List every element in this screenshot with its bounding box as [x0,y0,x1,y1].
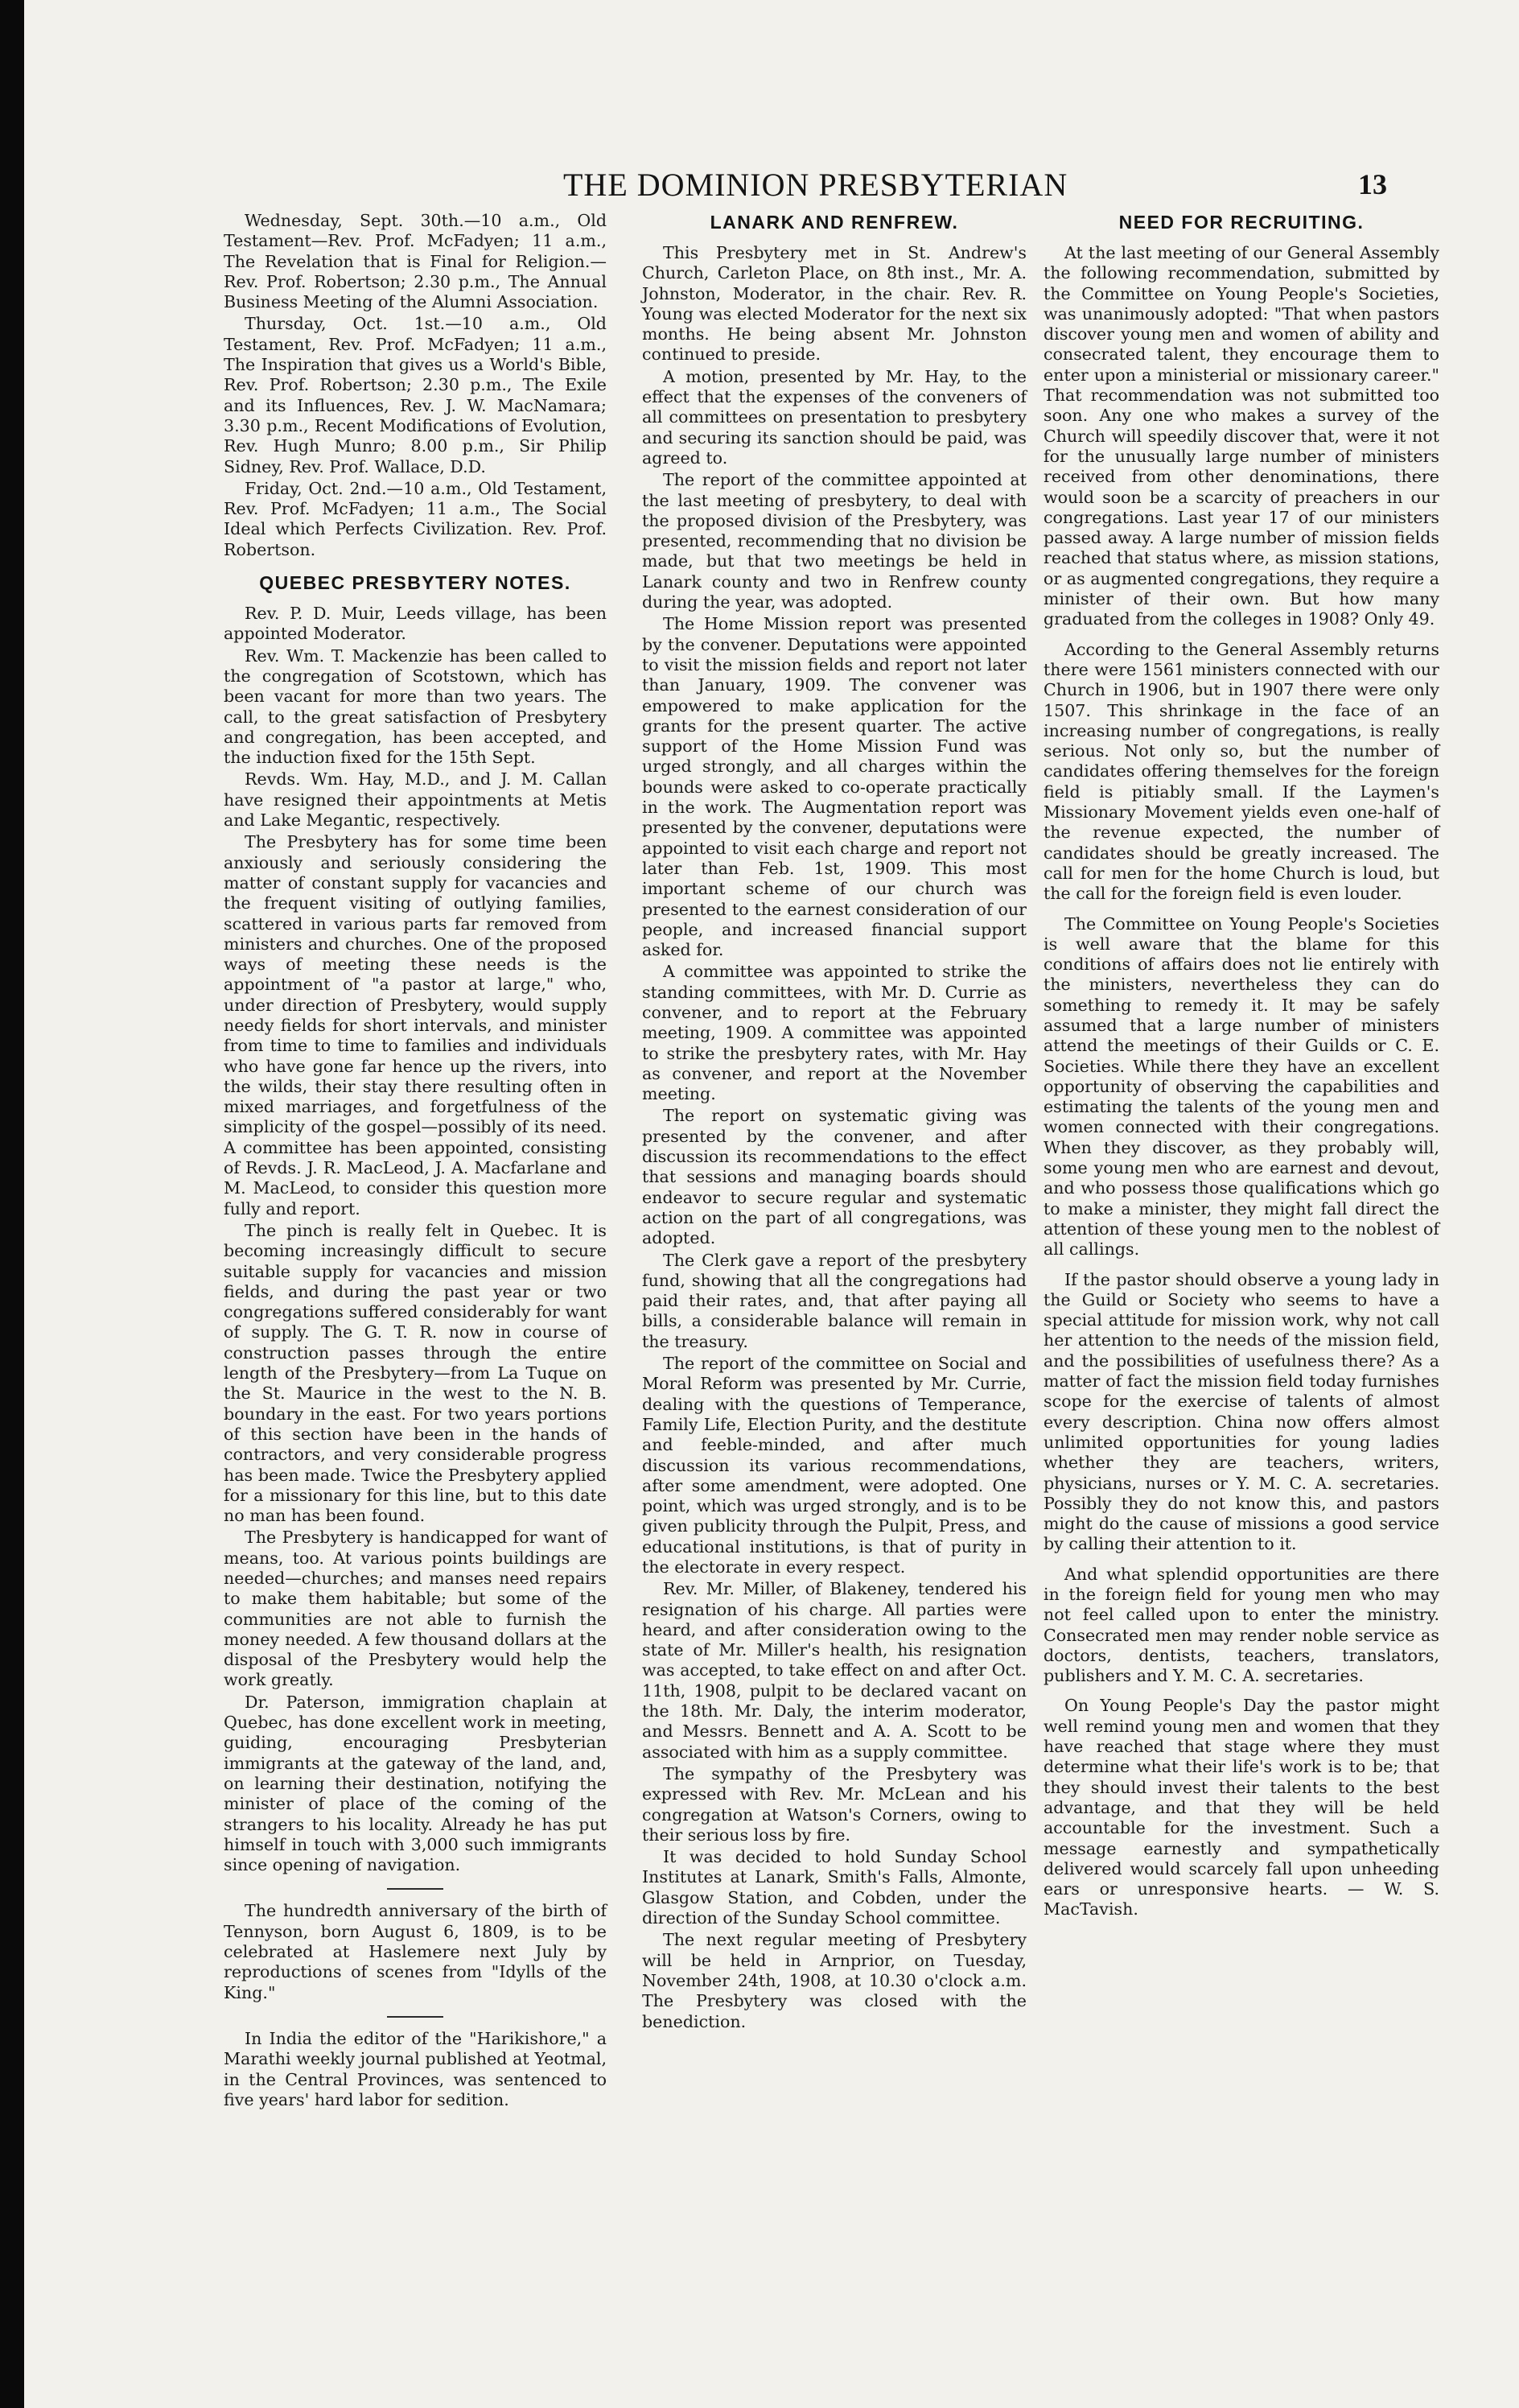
scan-border [0,0,24,2408]
quebec-paragraph: Dr. Paterson, immigration chaplain at Quebec, has done excellent work in meeting, guiding, encouraging Presbyterian immigrants at the gateway of the land, and, on learning their destination, notifying the minister of place of the coming of the strangers to his locality. Already he has put himself in touch with 3,000 such immigrants since opening of navigation. [224,1692,607,1875]
lanark-paragraph: The sympathy of the Presbytery was expressed with Rev. Mr. McLean and his congregation at Watson's Corners, owing to their serious loss by fire. [642,1763,1027,1845]
publication-title: THE DOMINION PRESBYTERIAN [563,167,1068,203]
column-1 [224,211,607,2110]
tennyson-note: The hundredth anniversary of the birth of Tennyson, born August 6, 1809, is to be celebrated at Haslemere next July by reproductions of scenes from "Idylls of the King." [224,1901,607,2002]
lanark-paragraph: A committee was appointed to strike the standing committees, with Mr. D. Currie as convener, and to report at the February meeting, 1909. A committee was appointed to strike the presbytery rates, with Mr. Hay as convener, and report at the November meeting. [642,962,1027,1104]
lanark-paragraph: A motion, presented by Mr. Hay, to the effect that the expenses of the conveners of all committees on presentation to presbytery and securing its sanction should be paid, was agreed to. [642,366,1027,468]
quebec-presbytery-heading: QUEBEC PRESBYTERY NOTES. [259,572,571,594]
lanark-paragraph: The Home Mission report was presented by the convener. Deputations were appointed to visit the mission fields and report not later than January, 1909. The convener was empowered to make application for the grants for the present quarter. The active support of the Home Mission Fund was urged strongly, and all charges within the bounds were asked to co-operate practically in the work. The Augmentation report was presented by the convener, deputations were appointed to visit each charge and report not later than Feb. 1st, 1909. This most important scheme of our church was presented to the earnest consideration of our people, and increased financial support asked for. [642,614,1027,960]
quebec-paragraph: The Presbytery is handicapped for want of means, too. At various points buildings are needed—churches; and manses need repairs to make them habitable; but some of the communities are not able to furnish the money needed. A few thousand dollars at the disposal of the Presbytery would help the work greatly. [224,1528,607,1690]
lanark-paragraph: The next regular meeting of Presbytery will be held in Arnprior, on Tuesday, November 24th, 1908, at 10.30 o'clock a.m. The Presbytery was closed with the benediction. [642,1930,1027,2031]
newspaper-page [24,0,1519,2408]
schedule-wednesday: Wednesday, Sept. 30th.—10 a.m., Old Testament—Rev. Prof. McFadyen; 11 a.m., The Revelation that is Final for Religion.—Rev. Prof. Robertson; 2.30 p.m., The Annual Business Meeting of the Alumni Association. [224,211,607,312]
quebec-paragraph: The Presbytery has for some time been anxiously and seriously considering the matter of constant supply for vacancies and the frequent visiting of outlying families, scattered in various parts far removed from ministers and churches. One of the proposed ways of meeting these needs is the appointment of "a pastor at large," who, under direction of Presbytery, would supply needy fields for short intervals, and minister from time to time to families and individuals who have gone far hence up the rivers, into the wilds, their stay there resulting often in mixed marriages, and forgetfulness of the simplicity of the gospel—possibly of its need. A committee has been appointed, consisting of Revds. J. R. MacLeod, J. A. Macfarlane and M. MacLeod, to consider this question more fully and report. [224,832,607,1218]
quebec-paragraph: Rev. P. D. Muir, Leeds village, has been appointed Moderator. [224,604,607,644]
schedule-friday: Friday, Oct. 2nd.—10 a.m., Old Testament, Rev. Prof. McFadyen; 11 a.m., The Social Ideal which Perfects Civilization. Rev. Prof. Robertson. [224,478,607,559]
recruiting-paragraph: On Young People's Day the pastor might well remind young men and women that they have reached that stage where they must determine what their life's work is to be; that they should invest their talents to the best advantage, and that they will be held accountable for the investment. Such a message earnestly and sympathetically delivered would scarcely fall upon unheeding ears or unresponsive hearts. — W. S. MacTavish. [1044,1696,1439,1919]
column-3 [1044,211,1439,1920]
column-2 [642,211,1027,2032]
lanark-paragraph: Rev. Mr. Miller, of Blakeney, tendered his resignation of his charge. All parties were heard, and after consideration owing to the state of Mr. Miller's health, his resignation was accepted, to take effect on and after Oct. 11th, 1908, pulpit to be declared vacant on the 18th. Mr. Daly, the interim moderator, and Messrs. Bennett and A. A. Scott to be associated with him as a supply committee. [642,1579,1027,1762]
lanark-paragraph: This Presbytery met in St. Andrew's Church, Carleton Place, on 8th inst., Mr. A. Johnston, Moderator, in the chair. Rev. R. Young was elected Moderator for the next six months. He being absent Mr. Johnston continued to preside. [642,243,1027,365]
page-header [24,166,1519,206]
recruiting-paragraph: And what splendid opportunities are there in the foreign field for young men who may not feel called upon to enter the ministry. Consecrated men may render noble service as doctors, dentists, teachers, translators, publishers and Y. M. C. A. secretaries. [1044,1564,1439,1686]
lanark-paragraph: The report of the committee on Social and Moral Reform was presented by Mr. Currie, dealing with the questions of Temperance, Family Life, Election Purity, and the destitute and feeble-minded, and after much discussion its various recommendations, after some amendment, were adopted. One point, which was urged strongly, and is to be given publicity through the Pulpit, Press, and educational institutions, is that of purity in the electorate in every respect. [642,1354,1027,1577]
lanark-paragraph: The report on systematic giving was presented by the convener, and after discussion its recommendations to the effect that sessions and managing boards should endeavor to secure regular and systematic action on the part of all congregations, was adopted. [642,1106,1027,1248]
need-for-recruiting-heading: NEED FOR RECRUITING. [1118,212,1365,233]
divider-rule [387,1888,443,1890]
india-note: In India the editor of the "Harikishore," a Marathi weekly journal published at Yeotmal, in the Central Provinces, was sentenced to five years' hard labor for sedition. [224,2028,607,2109]
recruiting-paragraph: According to the General Assembly returns there were 1561 ministers connected with our Church in 1906, but in 1907 there were only 1507. This shrinkage in the face of an increasing number of congregations, is really serious. Not only so, but the number of candidates offering themselves for the foreign field is pitiably small. If the Laymen's Missionary Movement yields even one-half of the revenue expected, the number of candidates should be greatly increased. The call for men for the home Church is loud, but the call for the foreign field is even louder. [1044,639,1439,904]
recruiting-paragraph: The Committee on Young People's Societies is well aware that the blame for this conditions of affairs does not lie entirely with the ministers, nevertheless they can do something to remedy it. It may be safely assumed that a large number of ministers attend the meetings of their Guilds or C. E. Societies. While there they have an excellent opportunity of observing the capabilities and estimating the talents of the young men and women connected with their congregations. When they discover, as they probably will, some young men who are earnest and devout, and who possess those qualifications which go to make a minister, they might fall direct the attention of these young men to the noblest of all callings. [1044,913,1439,1260]
schedule-thursday: Thursday, Oct. 1st.—10 a.m., Old Testament, Rev. Prof. McFadyen; 11 a.m., The Inspiration that gives us a World's Bible, Rev. Prof. Robertson; 2.30 p.m., The Exile and its Influences, Rev. J. W. MacNamara; 3.30 p.m., Recent Modifications of Evolution, Rev. Hugh Munro; 8.00 p.m., Sir Philip Sidney, Rev. Prof. Wallace, D.D. [224,314,607,476]
recruiting-paragraph: At the last meeting of our General Assembly the following recommendation, submitted by the Committee on Young People's Societies, was unanimously adopted: "That when pastors discover young men and women of ability and consecrated talent, they encourage them to enter upon a ministerial or missionary career." That recommendation was not submitted too soon. Any one who makes a survey of the Church will speedily discover that, were it not for the unusually large number of ministers received from other denominations, there would soon be a scarcity of preachers in our congregations. Last year 17 of our ministers passed away. A large number of mission fields reached that status where, as mission stations, or as augmented congregations, they require a minister of their own. But how many graduated from the colleges in 1908? Only 49. [1044,243,1439,629]
lanark-paragraph: It was decided to hold Sunday School Institutes at Lanark, Smith's Falls, Almonte, Glasgow Station, and Cobden, under the direction of the Sunday School committee. [642,1847,1027,1928]
lanark-paragraph: The Clerk gave a report of the presbytery fund, showing that all the congregations had paid their rates, and, that after paying all bills, a considerable balance will remain in the treasury. [642,1250,1027,1351]
lanark-renfrew-heading: LANARK AND RENFREW. [710,212,959,233]
quebec-paragraph: Rev. Wm. T. Mackenzie has been called to the congregation of Scotstown, which has been vacant for more than two years. The call, to the great satisfaction of Presbytery and congregation, has been accepted, and the induction fixed for the 15th Sept. [224,645,607,768]
quebec-paragraph: The pinch is really felt in Quebec. It is becoming increasingly difficult to secure suitable supply for vacancies and mission fields, and during the past year or two congregations suffered considerably for want of supply. The G. T. R. now in course of construction passes through the entire length of the Presbytery—from La Tuque on the St. Maurice in the west to the N. B. boundary in the east. For two years portions of this section have been in the hands of contractors, and very considerable progress has been made. Twice the Presbytery applied for a missionary for this line, but to this date no man has been found. [224,1220,607,1526]
page-number: 13 [1358,168,1387,200]
quebec-paragraph: Revds. Wm. Hay, M.D., and J. M. Callan have resigned their appointments at Metis and Lake Megantic, respectively. [224,769,607,831]
recruiting-paragraph: If the pastor should observe a young lady in the Guild or Society who seems to have a special attitude for mission work, why not call her attention to the needs of the mission field, and the possibilities of usefulness there? As a matter of fact the mission field today furnishes scope for the exercise of talents of almost every description. China now offers almost unlimited opportunities for young ladies whether they are teachers, writers, physicians, nurses or Y. M. C. A. secretaries. Possibly they do not know this, and pastors might do the cause of missions a good service by calling their attention to it. [1044,1269,1439,1554]
lanark-paragraph: The report of the committee appointed at the last meeting of presbytery, to deal with the proposed division of the Presbytery, was presented, recommending that no division be made, but that two meetings be held in Lanark county and two in Renfrew county during the year, was adopted. [642,470,1027,612]
divider-rule [387,2016,443,2018]
